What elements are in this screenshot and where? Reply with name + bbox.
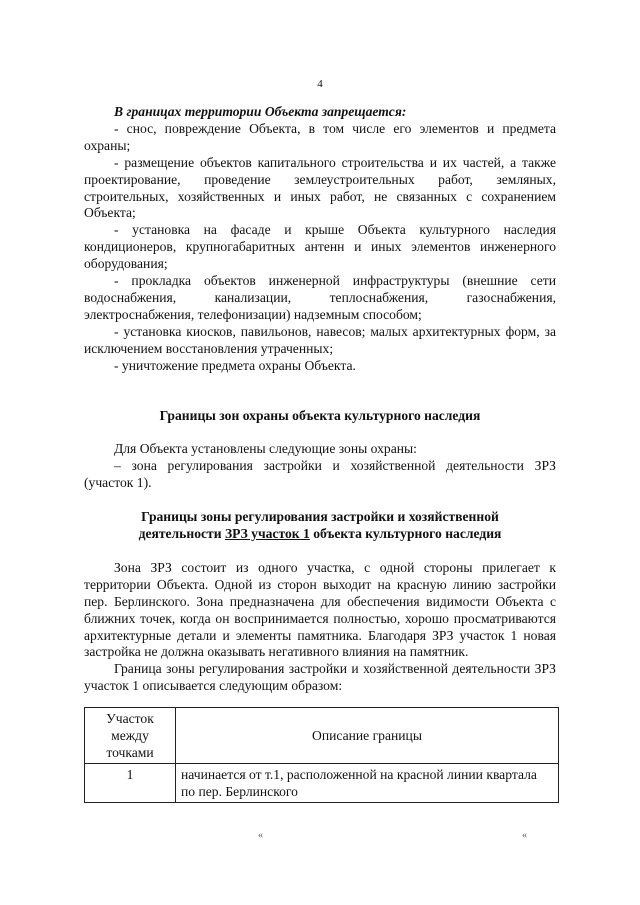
prohibitions-heading: В границах территории Объекта запрещается: bbox=[114, 104, 407, 119]
document-body bbox=[84, 104, 556, 803]
zrz-title-line1: Границы зоны регулирования застройки и хозяйственной bbox=[141, 509, 499, 525]
zrz-title-line2a: деятельности bbox=[138, 526, 222, 542]
zrz-paragraph-2: Граница зоны регулирования застройки и хозяйственной деятельности ЗРЗ участок 1 описывается следующим образом: bbox=[84, 661, 556, 694]
table-cell: начинается от т.1, расположенной на красной линии квартала по пер. Берлинского bbox=[176, 764, 559, 803]
zrz-title-line2c: объекта культурного наследия bbox=[313, 526, 502, 542]
footer-mark: « bbox=[258, 830, 263, 841]
table-header-cell: Участок между точками bbox=[85, 708, 176, 764]
table-cell: 1 bbox=[85, 764, 176, 803]
prohibition-item: - уничтожение предмета охраны Объекта. bbox=[114, 357, 356, 373]
table-header-row bbox=[85, 708, 559, 764]
footer-mark: « bbox=[522, 830, 527, 841]
table-row bbox=[85, 764, 559, 803]
zrz-title-line2b: ЗРЗ участок 1 bbox=[224, 526, 310, 542]
zrz-paragraph-1: Зона ЗРЗ состоит из одного участка, с одной стороны прилегает к территории Объекта. Одной из сторон выходит на красную линию застройки пер. Берлинского. Зона предназначена для обеспечения видимости Объекта с ближних точек, когда он воспринимается полностью, хорошо просматриваются архитектурные детали и элементы памятника. Благодаря ЗРЗ участок 1 новая застройка не должна оказывать негативного влияния на памятник. bbox=[84, 559, 556, 660]
prohibition-item: - установка на фасаде и крыше Объекта культурного наследия кондиционеров, крупногабаритных антенн и иных элементов инженерного оборудования; bbox=[84, 222, 556, 272]
prohibition-item: - установка киосков, павильонов, навесов; малых архитектурных форм, за исключением восстановления утраченных; bbox=[84, 323, 556, 356]
zones-intro: Для Объекта установлены следующие зоны охраны: bbox=[114, 441, 417, 457]
prohibition-item: - прокладка объектов инженерной инфраструктуры (внешние сети водоснабжения, канализации, теплоснабжения, газоснабжения, электроснабжения, телефонизации) надземным способом; bbox=[84, 273, 556, 322]
boundary-table bbox=[84, 707, 559, 803]
prohibition-item: - снос, повреждение Объекта, в том числе его элементов и предмета охраны; bbox=[84, 120, 556, 153]
table-header-cell: Описание границы bbox=[176, 708, 559, 764]
page-number: 4 bbox=[317, 78, 323, 90]
zones-item: – зона регулирования застройки и хозяйственной деятельности ЗРЗ (участок 1). bbox=[84, 458, 556, 491]
zones-section-title: Границы зон охраны объекта культурного наследия bbox=[159, 407, 481, 423]
prohibition-item: - размещение объектов капитального строительства и их частей, а также проектирование, проведение землеустроительных работ, земляных, строительных, хозяйственных и иных работ, не связанных с сохранением Объекта; bbox=[84, 154, 556, 221]
zrz-section-title bbox=[84, 509, 556, 543]
